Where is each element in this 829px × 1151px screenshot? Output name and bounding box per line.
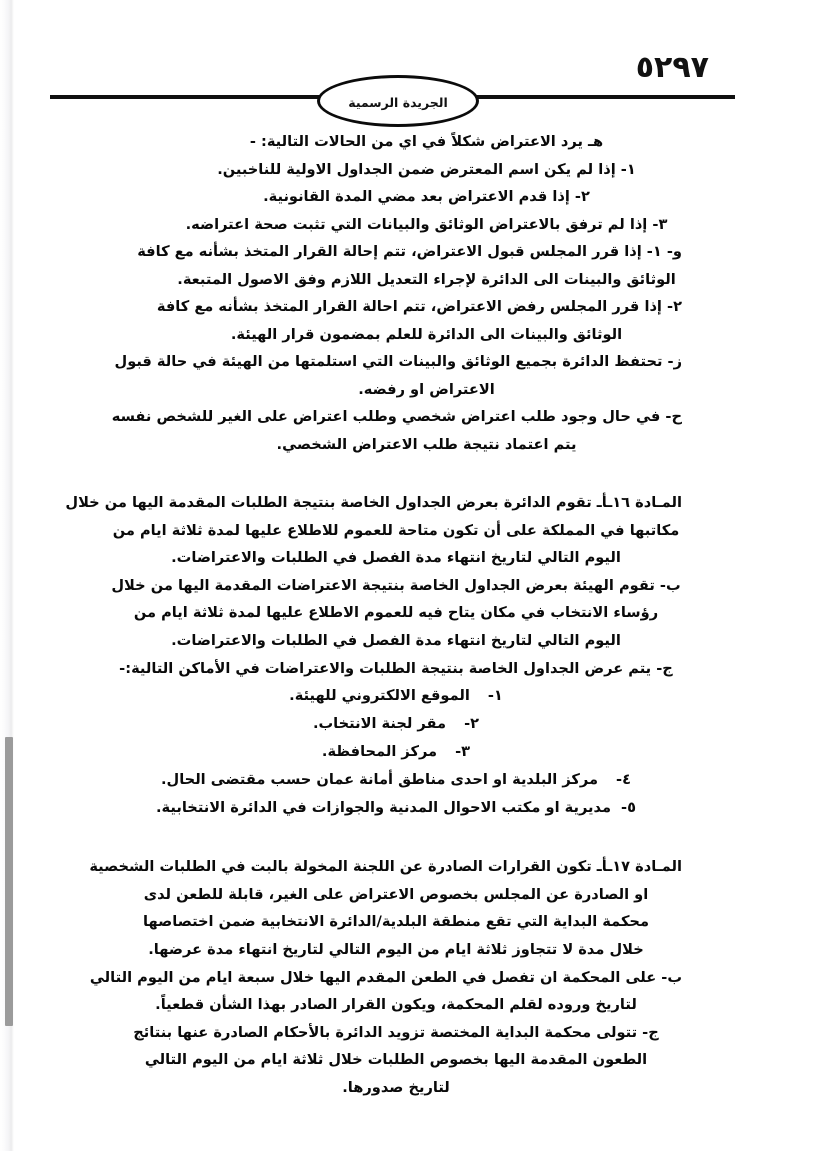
clause-haa <box>171 128 682 238</box>
article-16-a-line-2: مكاتبها في المملكة على أن تكون متاحة للعموم للاطلاع عليها لمدة ثلاثة ايام من <box>112 521 680 539</box>
clause-waw-line-2: الوثائق والبينات الى الدائرة لإجراء التعديل اللازم وفق الاصول المتبعة. <box>177 270 676 288</box>
list-item-label: مركز البلدية او احدى مناطق أمانة عمان حسب مقتضى الحال. <box>161 771 599 789</box>
article-16-para-a <box>65 489 682 572</box>
clause-haa-line-2: ١- إذا لم يكن اسم المعترض ضمن الجداول الاولية للناخبين. <box>217 160 636 178</box>
clause-haa2-line-1: ح- في حال وجود طلب اعتراض شخصي وطلب اعتراض على الغير للشخص نفسه <box>111 408 682 425</box>
list-item <box>110 766 682 794</box>
section-gap-2 <box>0 822 829 853</box>
article-17-para-b <box>89 964 682 1019</box>
article-17-a-line-4: خلال مدة لا تتجاوز ثلاثة ايام من اليوم التالي لتاريخ انتهاء مدة عرضها. <box>148 940 644 958</box>
list-item-label: مقر لجنة الانتخاب. <box>312 715 447 733</box>
article-17-a-line-3: محكمة البداية التي تقع منطقة البلدية/الدائرة الانتخابية ضمن اختصاصها <box>143 913 649 931</box>
masthead-oval <box>317 75 479 127</box>
article-17-c-line-1: ج- تتولى محكمة البداية المختصة تزويد الدائرة بالأحكام الصادرة عنها بنتائج <box>133 1023 659 1041</box>
clause-waw <box>137 238 682 348</box>
article-16 <box>65 489 682 822</box>
clause-haa2-line-2: يتم اعتماد نتيجة طلب الاعتراض الشخصي. <box>276 435 577 453</box>
article-16-b-line-1: ب- تقوم الهيئة بعرض الجداول الخاصة بنتيجة الاعتراضات المقدمة اليها من خلال <box>111 576 681 594</box>
list-item-marker: ٤- <box>616 771 631 789</box>
list-item <box>110 682 682 710</box>
page-header <box>0 0 829 128</box>
section-gap-1 <box>0 458 829 489</box>
list-item-label: الموقع الالكتروني للهيئة. <box>289 687 470 705</box>
article-16-para-b <box>110 572 682 655</box>
clause-waw-line-4: الوثائق والبينات الى الدائرة للعلم بمضمون قرار الهيئة. <box>230 325 623 343</box>
clause-zay-line-2: الاعتراض او رفضه. <box>358 380 495 398</box>
article-17-c-line-3: لتاريخ صدورها. <box>342 1078 450 1096</box>
article-17-para-a <box>89 853 682 963</box>
masthead-label: الجريدة الرسمية <box>348 94 448 110</box>
article-16-b-line-3: اليوم التالي لتاريخ انتهاء مدة الفصل في الطلبات والاعتراضات. <box>171 631 621 649</box>
page-body <box>0 128 829 1102</box>
clause-waw-line-1: و- ١- إذا قرر المجلس قبول الاعتراض، تتم إحالة القرار المتخذ بشأنه مع كافة <box>137 243 682 260</box>
clause-haa2 <box>111 403 682 458</box>
list-item <box>110 738 682 766</box>
list-item <box>110 710 682 738</box>
clause-waw-line-3: ٢- إذا قرر المجلس رفض الاعتراض، تتم احالة القرار المتخذ بشأنه مع كافة <box>156 298 682 315</box>
article-17-a-line-1: المـادة ١٧ـأـ تكون القرارات الصادرة عن اللجنة المخولة بالبت في الطلبات الشخصية <box>89 858 682 876</box>
clause-zay <box>114 348 682 403</box>
article-17-b-line-2: لتاريخ وروده لقلم المحكمة، ويكون القرار الصادر بهذا الشأن قطعياً. <box>155 996 637 1014</box>
article-16-para-c-intro <box>110 655 682 683</box>
list-item-label: مديرية او مكتب الاحوال المدنية والجوازات في الدائرة الانتخابية. <box>155 799 612 817</box>
article-17-c-line-2: الطعون المقدمة اليها بخصوص الطلبات خلال ثلاثة ايام من اليوم التالي <box>144 1051 648 1069</box>
clause-haa-line-1: هـ يرد الاعتراض شكلاً في اي من الحالات التالية: - <box>249 133 604 150</box>
article-17-a-line-2: او الصادرة عن المجلس بخصوص الاعتراض على الغير، قابلة للطعن لدى <box>143 885 649 903</box>
page-number: ٥٢٩٧ <box>635 50 709 85</box>
clause-zay-line-1: ز- تحتفظ الدائرة بجميع الوثائق والبينات التي استلمتها من الهيئة في حالة قبول <box>114 353 682 370</box>
article-16-a-line-1: المـادة ١٦ـأـ تقوم الدائرة بعرض الجداول الخاصة بنتيجة الطلبات المقدمة اليها من خلال <box>65 494 682 511</box>
list-item <box>110 794 682 822</box>
article-17-para-c <box>110 1019 682 1102</box>
list-item-marker: ٥- <box>621 799 636 817</box>
article-16-b-line-2: رؤساء الانتخاب في مكان يتاح فيه للعموم الاطلاع عليها لمدة ثلاثة ايام من <box>133 604 659 622</box>
list-item-label: مركز المحافظة. <box>321 743 438 761</box>
clause-haa-line-4: ٣- إذا لم ترفق بالاعتراض الوثائق والبيانات التي تثبت صحة اعتراضه. <box>185 215 668 233</box>
list-item-marker: ٣- <box>455 743 471 761</box>
article-17 <box>89 853 682 1101</box>
article-16-places-list <box>110 682 682 822</box>
article-16-a-line-3: اليوم التالي لتاريخ انتهاء مدة الفصل في الطلبات والاعتراضات. <box>171 549 621 567</box>
article-17-b-line-1: ب- على المحكمة ان تفصل في الطعن المقدم اليها خلال سبعة ايام من اليوم التالي <box>89 968 682 986</box>
article-16-c-intro-line: ج- يتم عرض الجداول الخاصة بنتيجة الطلبات والاعتراضات في الأماكن التالية:- <box>119 659 673 677</box>
clause-haa-line-3: ٢- إذا قدم الاعتراض بعد مضي المدة القانونية. <box>263 188 590 205</box>
list-item-marker: ٢- <box>464 715 480 733</box>
list-item-marker: ١- <box>487 687 503 705</box>
